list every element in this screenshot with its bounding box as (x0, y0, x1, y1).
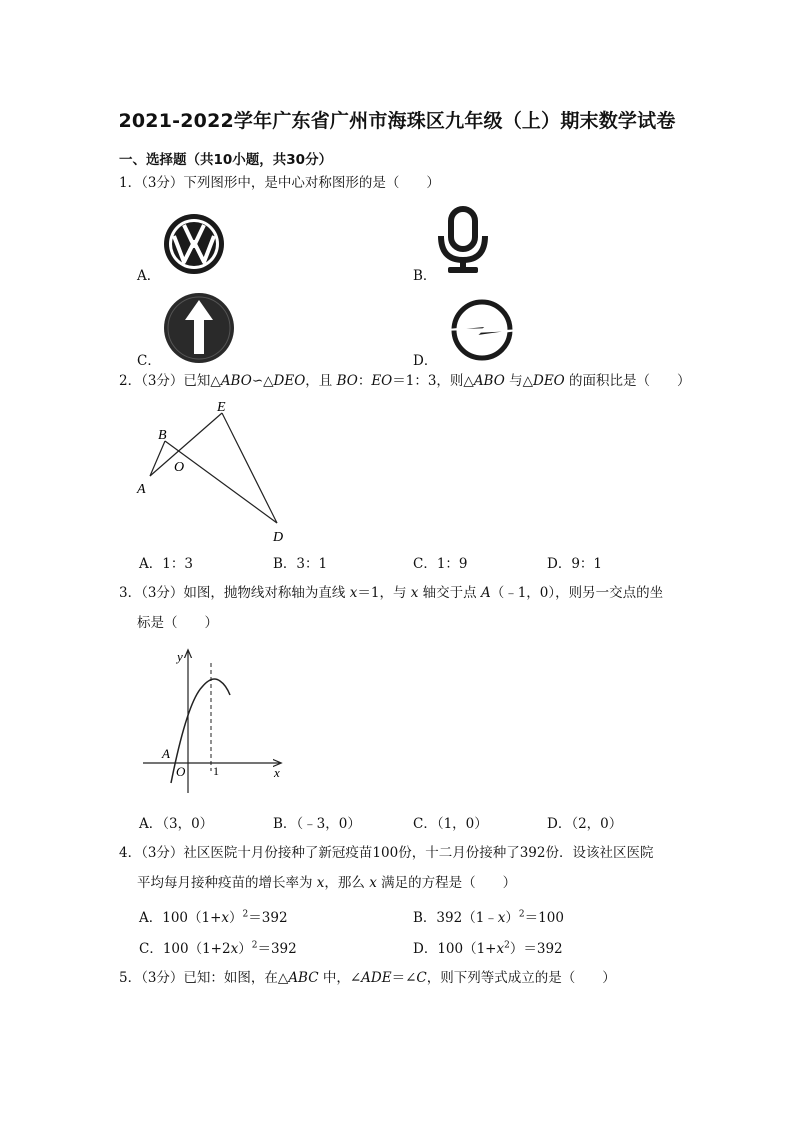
label-a: A (137, 482, 146, 497)
volkswagen-logo-icon (162, 212, 226, 276)
q1-option-d-label: D． (413, 353, 438, 369)
label-a: A (162, 746, 170, 761)
q2-option-c: C．1：9 (413, 556, 468, 572)
label-o: O (174, 460, 185, 475)
q2-option-d: D．9：1 (547, 556, 603, 572)
microphone-icon (434, 206, 492, 276)
label-one: 1 (213, 764, 219, 778)
q4-option-b: B．392（1﹣x）$^2$＝100 (413, 909, 564, 926)
q3-option-c: C．（1，0） (413, 816, 488, 832)
label-y: y (177, 649, 183, 664)
label-o: O (176, 764, 186, 779)
question-2-stem: 2．（3分）已知△ABO∽△DEO，且 BO：EO＝1：3，则△ABO 与△DEO 的面积比是（ ） (119, 373, 691, 389)
q3-option-a: A．（3，0） (139, 816, 214, 832)
segment-ab (150, 441, 165, 476)
q1-option-c-label: C． (137, 353, 161, 369)
q1-option-b-label: B． (413, 268, 437, 284)
label-x: x (274, 765, 280, 780)
segment-ed (222, 413, 277, 523)
q2-option-a: A．1：3 (139, 556, 193, 572)
label-b: B (158, 428, 167, 443)
q2-option-b: B．3：1 (273, 556, 328, 572)
parabola-graph (140, 643, 290, 793)
label-e: E (217, 400, 226, 415)
question-3-stem-line2: 标是（ ） (137, 615, 218, 631)
q4-option-d: D．$100(1+x^2)=392$ (413, 940, 563, 957)
triangle-figure (130, 393, 300, 548)
label-d: D (273, 530, 284, 545)
q3-option-d: D．（2，0） (547, 816, 623, 832)
q3-option-b: B．（﹣3，0） (273, 816, 361, 832)
question-5-stem: 5．（3分）已知：如图，在△ABC 中，∠ADE＝∠C，则下列等式成立的是（ ） (119, 970, 616, 986)
question-4-stem-line2: 平均每月接种疫苗的增长率为 x，那么 x 满足的方程是（ ） (137, 875, 517, 891)
up-arrow-sign-icon (163, 292, 235, 364)
page-title: 2021-2022学年广东省广州市海珠区九年级（上）期末数学试卷 (118, 110, 676, 132)
q4-option-a: A．$100(1+x)^2=392$ (139, 909, 288, 926)
q4-option-c: C．$100(1+2x)^2=392$ (139, 940, 297, 957)
question-3-stem-line1: 3．（3分）如图，抛物线对称轴为直线 x＝1，与 x 轴交于点 A（﹣1，0），则另一交点的坐 (119, 585, 664, 601)
opel-logo-icon (443, 296, 521, 364)
section-heading: 一、选择题（共10小题，共30分） (119, 152, 333, 168)
segment-bd (165, 441, 277, 523)
question-1-stem: 1．（3分）下列图形中，是中心对称图形的是（ ） (119, 175, 440, 191)
segment-ae (150, 413, 222, 476)
question-4-stem-line1: 4．（3分）社区医院十月份接种了新冠疫苗100份，十二月份接种了392份．设该社区医院 (119, 845, 654, 861)
q1-option-a-label: A． (137, 268, 161, 284)
